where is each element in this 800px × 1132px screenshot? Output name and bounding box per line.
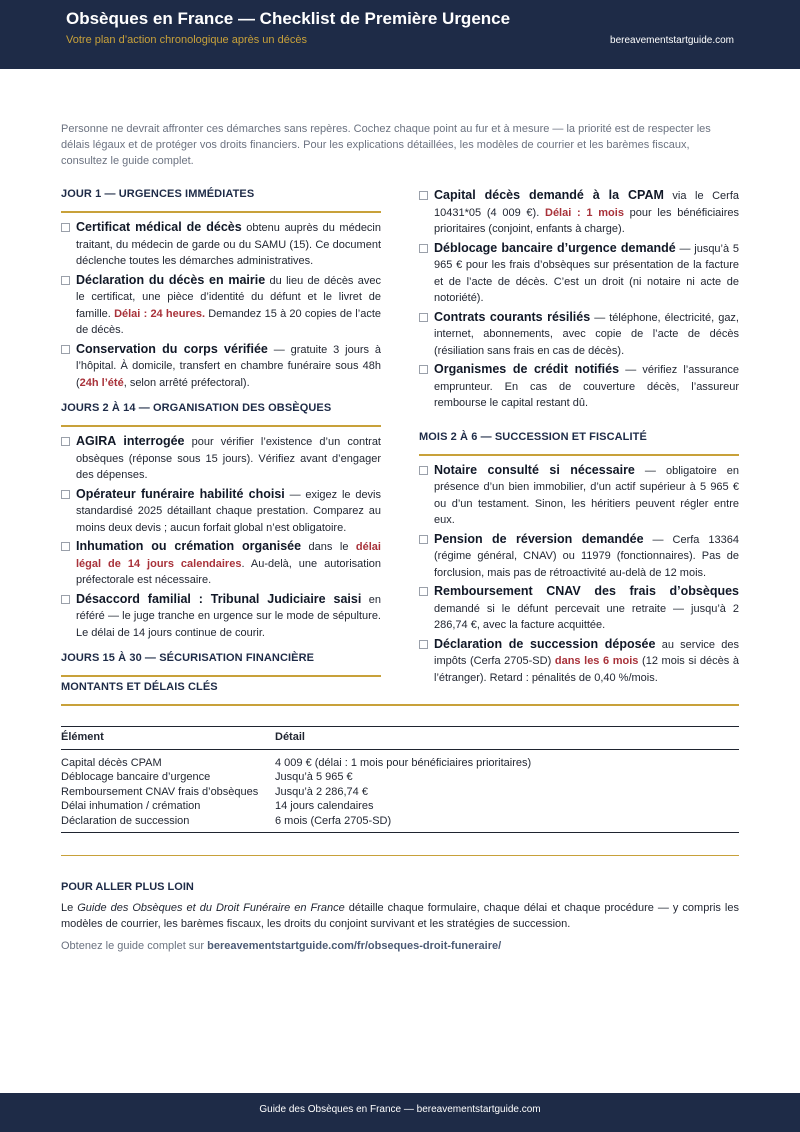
table-row: [61, 814, 739, 833]
section-title-key-figures: MONTANTS ET DÉLAIS CLÉS: [61, 680, 739, 706]
column-header: Détail: [275, 727, 739, 750]
item-label: Opérateur funéraire habilité choisi: [76, 486, 285, 501]
item-text: — téléphone, électricité, gaz, internet, abonnements, avec copie de l’acte de décès (résiliation sans frais en cas de décès).: [434, 311, 739, 357]
further-reading-text: [61, 900, 739, 932]
table-cell: Déblocage bancaire d’urgence: [61, 771, 211, 783]
item-text: — gratuite 3 jours à l’hôpital. À domicile, transfert en chambre funéraire sous 48h (: [76, 343, 381, 389]
item-text: obtenu auprès du médecin traitant, du médecin de garde ou du SAMU (15). Ce document déclenche toutes les démarches administratives.: [76, 222, 381, 267]
item-label: Inhumation ou crémation organisée: [76, 539, 302, 553]
text-fragment: Le: [61, 902, 78, 914]
item-label: Conservation du corps vérifiée: [76, 341, 268, 356]
key-figures-table: [61, 726, 739, 833]
text-fragment: Obtenez le guide complet sur: [61, 940, 208, 952]
right-column: [419, 187, 739, 688]
guide-title: Guide des Obsèques et du Droit Funéraire en France: [77, 902, 345, 914]
item-text: (12 mois si décès à l’étranger). Retard : pénalités de 0,40 %/mois.: [434, 655, 739, 684]
checklist-item: [61, 591, 381, 642]
table-row: [61, 799, 739, 814]
item-text: , selon arrêté préfectoral).: [123, 376, 250, 389]
checkbox[interactable]: [61, 345, 70, 354]
checklist-item: [61, 341, 381, 392]
table-cell: 4 009 € (délai : 1 mois pour bénéficiaires prioritaires): [275, 756, 532, 769]
item-label: Déclaration de succession déposée: [434, 636, 656, 651]
checkbox[interactable]: [61, 223, 70, 232]
deadline-highlight: dans les 6 mois: [554, 655, 639, 667]
item-label: Déclaration du décès en mairie: [76, 272, 266, 287]
checkbox[interactable]: [419, 587, 428, 596]
checkbox[interactable]: [419, 244, 428, 253]
item-label: Remboursement CNAV des frais d’obsèques: [434, 584, 739, 598]
item-text: via le Cerfa 10431*05 (4 009 €).: [434, 190, 739, 219]
page-subtitle: Votre plan d’action chronologique après un décès: [66, 34, 307, 46]
key-figures-section: [61, 680, 739, 833]
left-column: [61, 187, 381, 683]
header-site: bereavementstartguide.com: [610, 35, 734, 46]
item-label: Contrats courants résiliés: [434, 309, 591, 324]
table-cell: Capital décès CPAM: [61, 756, 162, 769]
item-text: — vérifiez l’assurance emprunteur. En cas de couverture décès, l’assureur rembourse le capital restant dû.: [434, 364, 739, 409]
table-header-row: [61, 727, 739, 750]
column-header: Élément: [61, 727, 275, 750]
section-title-day1: JOUR 1 — URGENCES IMMÉDIATES: [61, 187, 381, 213]
checkbox[interactable]: [419, 313, 428, 322]
page-title: Obsèques en France — Checklist de Première Urgence: [66, 9, 511, 28]
section-divider: [61, 855, 739, 856]
checkbox[interactable]: [61, 276, 70, 285]
further-reading-section: [61, 880, 739, 954]
item-label: AGIRA interrogée: [76, 434, 185, 448]
item-label: Déblocage bancaire d’urgence demandé: [434, 240, 676, 255]
table-cell: 14 jours calendaires: [275, 800, 374, 812]
checkbox[interactable]: [419, 466, 428, 475]
item-label: Désaccord familial : Tribunal Judiciaire saisi: [76, 591, 362, 606]
checklist-item: [61, 272, 381, 339]
checkbox[interactable]: [61, 437, 70, 446]
table-cell: Déclaration de succession: [61, 814, 275, 833]
deadline-highlight: 24h l’été: [79, 376, 124, 389]
item-text: demandé si le défunt percevait une retraite — jusqu’à 2 286,74 €, avec la facture acquittée.: [434, 602, 739, 631]
deadline-highlight: Délai : 1 mois: [545, 206, 624, 219]
checkbox[interactable]: [419, 191, 428, 200]
item-text: — Cerfa 13364 (régime général, CNAV) ou 11979 (fonctionnaires). Pas de forclusion, mais pas de rétroactivité au-delà de 12 mois.: [434, 533, 739, 579]
item-text: dans le: [301, 541, 356, 553]
checklist-item: [419, 636, 739, 687]
item-text: du lieu de décès avec le certificat, une pièce d’identité du défunt et le livret de famille.: [76, 274, 381, 320]
item-label: Capital décès demandé à la CPAM: [434, 188, 664, 202]
table-cell: Délai inhumation / crémation: [61, 800, 201, 812]
checklist-item: [419, 240, 739, 307]
checklist-item: [419, 361, 739, 412]
checkbox[interactable]: [419, 640, 428, 649]
item-text: — obligatoire en présence d’un bien immobilier, d’un actif supérieur à 5 965 € ou d’un testament. Sinon, les héritiers peuvent régler entre eux.: [434, 464, 739, 526]
text-fragment: détaille chaque formulaire, chaque délai et chaque procédure — y compris les modèles de courrier, les barèmes fiscaux, les droits du conjoint survivant et les stratégies de succession.: [61, 902, 739, 930]
checklist-item: [419, 462, 739, 529]
section-title-months2-6: MOIS 2 À 6 — SUCCESSION ET FISCALITÉ: [419, 430, 739, 456]
item-text: Demandez 15 à 20 copies de l’acte de décès.: [76, 307, 381, 336]
table-cell: Jusqu’à 2 286,74 €: [275, 785, 368, 798]
section-title-days2-14: JOURS 2 À 14 — ORGANISATION DES OBSÈQUES: [61, 401, 381, 427]
item-label: Notaire consulté si nécessaire: [434, 462, 635, 477]
guide-link[interactable]: bereavementstartguide.com/fr/obseques-droit-funeraire/: [207, 940, 502, 952]
table-row: [61, 770, 739, 785]
checkbox[interactable]: [61, 595, 70, 604]
checklist-item: [61, 538, 381, 589]
item-text: — jusqu’à 5 965 € pour les frais d’obsèques sur présentation de la facture et de l’acte de décès. C’est un droit (ni notaire ni acte de notoriété).: [434, 242, 739, 304]
checklist-item: [61, 219, 381, 270]
checklist-item: [419, 583, 739, 634]
checklist-item: [61, 433, 381, 484]
page-footer: Guide des Obsèques en France — bereavementstartguide.com: [0, 1093, 800, 1132]
table-cell: 6 mois (Cerfa 2705-SD): [275, 814, 739, 833]
section-title-days15-30: JOURS 15 À 30 — SÉCURISATION FINANCIÈRE: [61, 651, 381, 677]
page-header: [0, 0, 800, 69]
item-text: pour les bénéficiaires prioritaires (conjoint, enfants à charge).: [434, 206, 739, 235]
section-title-further-reading: POUR ALLER PLUS LOIN: [61, 881, 194, 893]
deadline-highlight: délai légal de 14 jours calendaires: [76, 541, 381, 570]
checkbox[interactable]: [419, 535, 428, 544]
item-text: . Au-delà, une autorisation préfectorale est nécessaire.: [76, 557, 382, 586]
item-text: pour vérifier l’existence d’un contrat obsèques (réponse sous 15 jours). Vérifiez avant d’engager des dépenses.: [76, 436, 381, 481]
checklist-item: [419, 531, 739, 582]
intro-paragraph: Personne ne devrait affronter ces démarches sans repères. Cochez chaque point au fur et à mesure — la priorité est de respecter les délais légaux et de protéger vos droits financiers. Pour les explications détaillées, les modèles de courrier et les barèmes fiscaux, consultez le guide complet.: [61, 123, 711, 167]
item-label: Certificat médical de décès: [76, 220, 242, 234]
table-cell: Jusqu’à 5 965 €: [275, 771, 353, 783]
table-row: [61, 749, 739, 770]
item-label: Organismes de crédit notifiés: [434, 362, 620, 376]
table-row: [61, 785, 739, 800]
checklist-item: [419, 187, 739, 238]
deadline-highlight: Délai : 24 heures.: [114, 307, 206, 320]
table-cell: Remboursement CNAV frais d’obsèques: [61, 785, 259, 798]
item-text: en référé — le juge tranche en urgence sur le mode de sépulture. Le délai de 14 jours continue de courir.: [76, 593, 381, 639]
checklist-item: [419, 309, 739, 360]
checklist-item: [61, 486, 381, 537]
item-label: Pension de réversion demandée: [434, 531, 644, 546]
call-to-action: [61, 938, 739, 954]
item-text: — exigez le devis standardisé 2025 détaillant chaque prestation. Comparez au moins deux devis ; aucun forfait global n’est obligatoire.: [76, 488, 382, 534]
checkbox[interactable]: [61, 542, 70, 551]
checkbox[interactable]: [61, 490, 70, 499]
item-text: au service des impôts (Cerfa 2705-SD): [434, 638, 739, 667]
checkbox[interactable]: [419, 365, 428, 374]
